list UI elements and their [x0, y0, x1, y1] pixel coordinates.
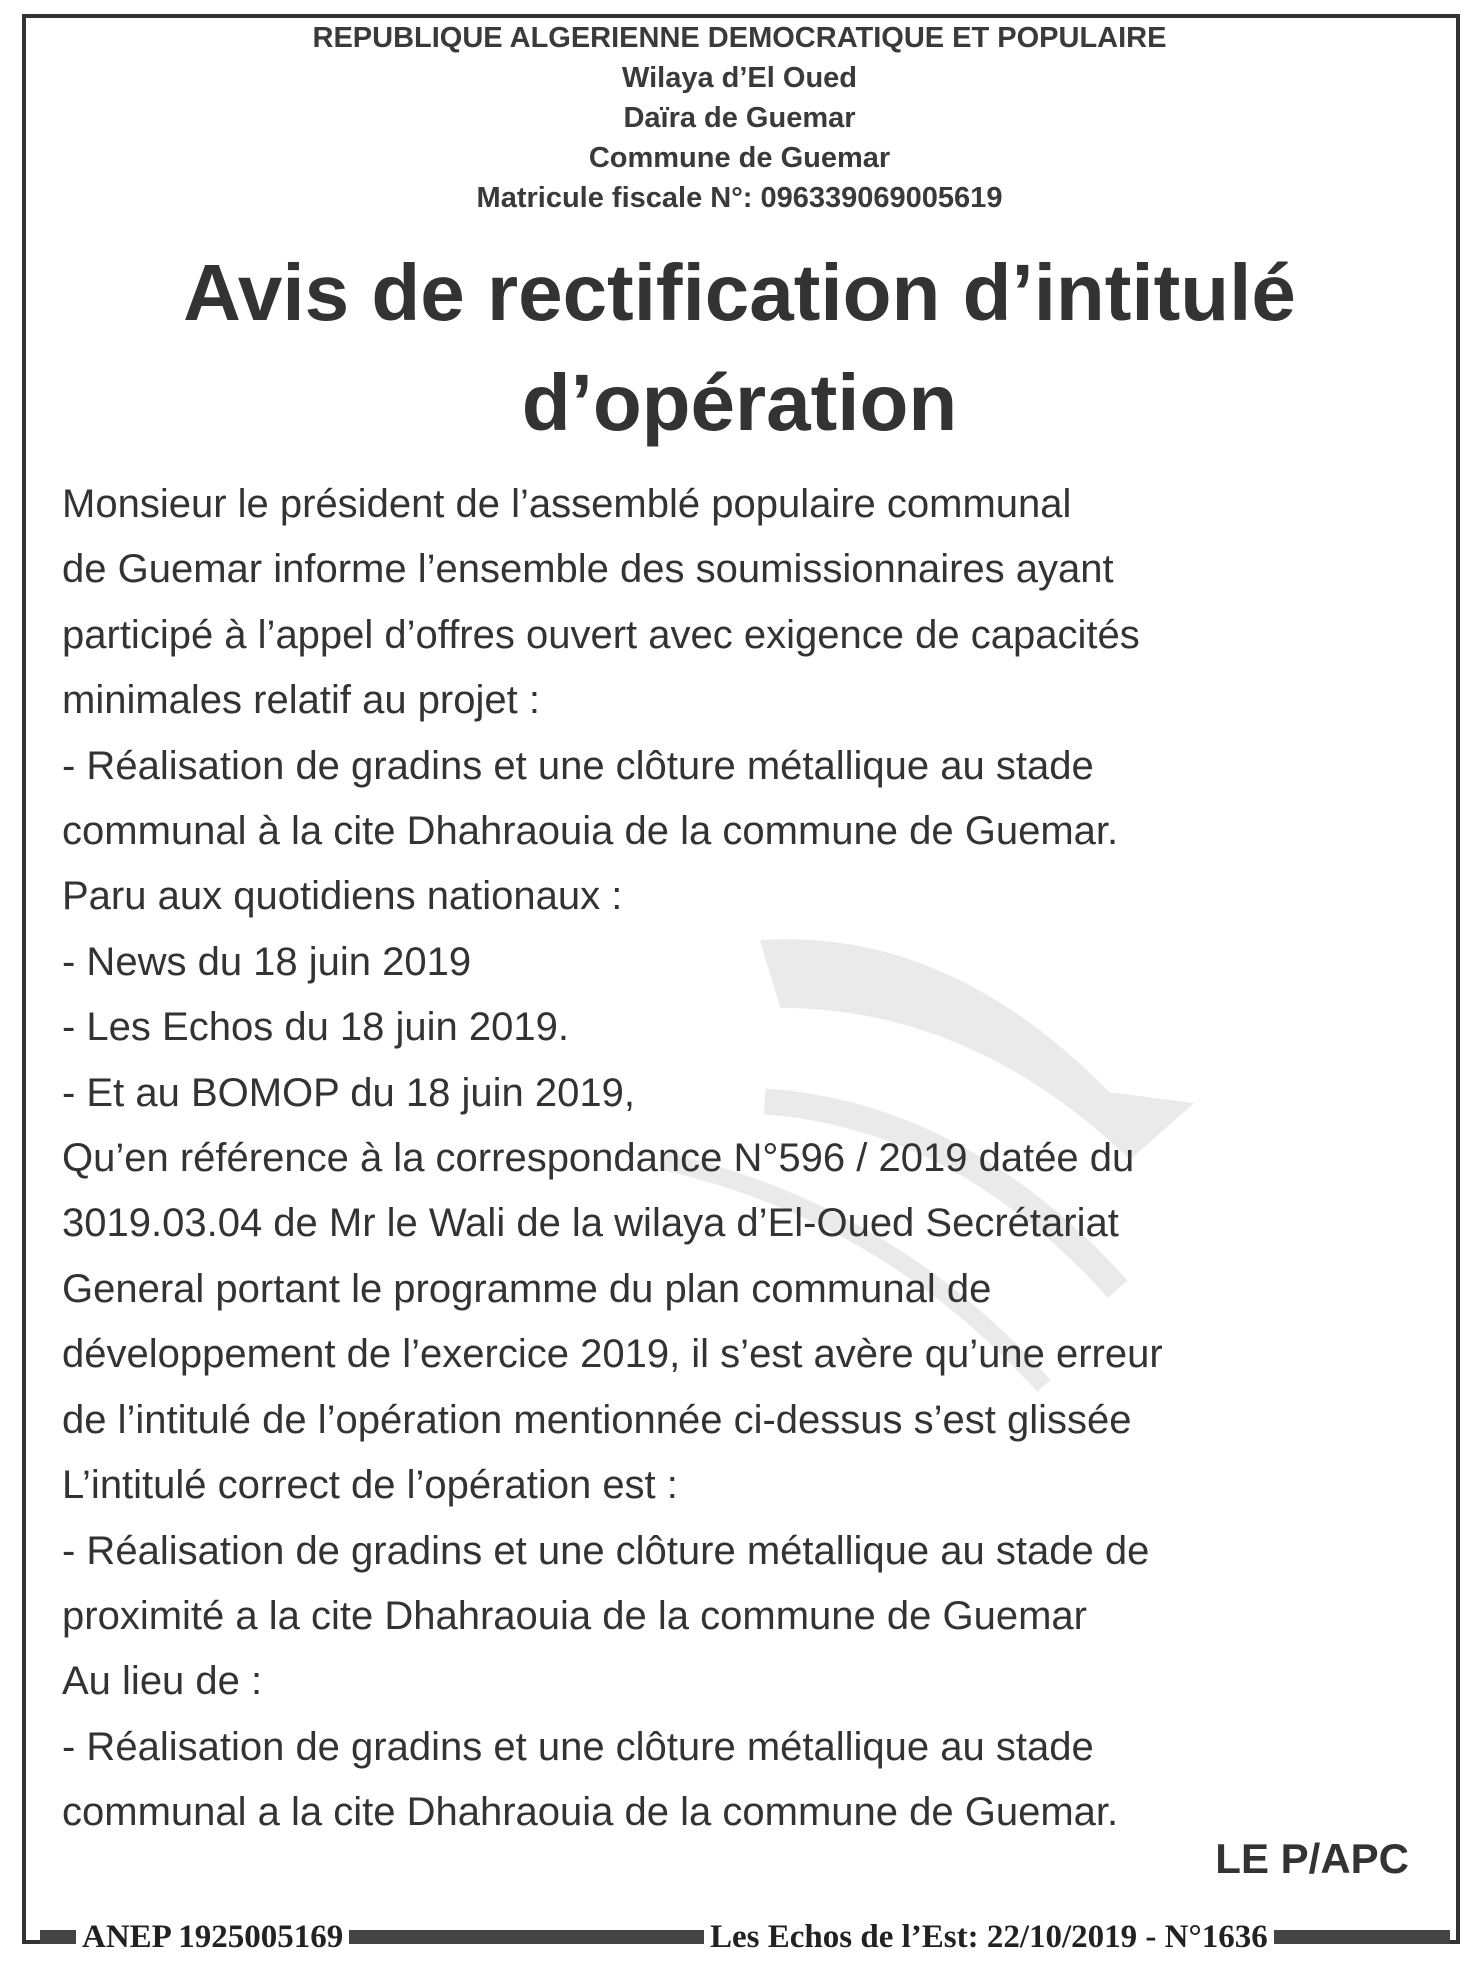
- signature: LE P/APC: [1215, 1835, 1409, 1882]
- header-country: REPUBLIQUE ALGERIENNE DEMOCRATIQUE ET POPULAIRE: [312, 22, 1167, 54]
- header-wilaya: Wilaya d’El Oued: [621, 62, 858, 94]
- footer-source: Les Echos de l’Est: 22/10/2019 - N°1636: [704, 1912, 1274, 1962]
- header-tax-id: Matricule fiscale N°: 096339069005619: [476, 182, 1003, 214]
- notice-body: [62, 472, 1452, 1846]
- body-line: L’intitulé correct de l’opération est :: [62, 1463, 678, 1508]
- body-line: minimales relatif au projet :: [62, 678, 540, 723]
- notice-title: [0, 238, 1479, 458]
- body-line: Monsieur le président de l’assemblé populaire communal: [62, 482, 1072, 526]
- body-line: de Guemar informe l’ensemble des soumissionnaires ayant: [62, 547, 1114, 592]
- body-line: développement de l’exercice 2019, il s’est avère qu’une erreur: [62, 1332, 1163, 1377]
- body-line: proximité a la cite Dhahraouia de la commune de Guemar: [62, 1593, 1087, 1638]
- body-line: de l’intitulé de l’opération mentionnée ci-dessus s’est glissée: [62, 1397, 1132, 1442]
- body-line: - Réalisation de gradins et une clôture métallique au stade de: [62, 1528, 1150, 1573]
- body-line: communal à la cite Dhahraouia de la commune de Guemar.: [62, 809, 1119, 854]
- body-line: - Les Echos du 18 juin 2019.: [62, 1005, 570, 1050]
- body-line: - Réalisation de gradins et une clôture métallique au stade: [62, 743, 1094, 788]
- header: [0, 18, 1479, 218]
- body-line: Paru aux quotidiens nationaux :: [62, 874, 623, 919]
- body-line: participé à l’appel d’offres ouvert avec exigence de capacités: [62, 612, 1140, 657]
- body-line: - Réalisation de gradins et une clôture métallique au stade: [62, 1724, 1094, 1769]
- body-line: Qu’en référence à la correspondance N°596 / 2019 datée du: [62, 1136, 1135, 1181]
- body-line: General portant le programme du plan communal de: [62, 1266, 992, 1311]
- footer-anep: ANEP 1925005169: [76, 1912, 349, 1962]
- body-line: - Et au BOMOP du 18 juin 2019,: [62, 1070, 635, 1115]
- title-line-2: d’opération: [521, 358, 958, 447]
- body-line: communal a la cite Dhahraouia de la commune de Guemar.: [62, 1790, 1119, 1835]
- title-line-1: Avis de rectification d’intitulé: [183, 248, 1296, 337]
- body-line: - News du 18 juin 2019: [62, 939, 472, 984]
- header-commune: Commune de Guemar: [588, 142, 891, 174]
- body-line: 3019.03.04 de Mr le Wali de la wilaya d’El-Oued Secrétariat: [62, 1201, 1119, 1246]
- header-daira: Daïra de Guemar: [623, 102, 856, 134]
- footer: [40, 1912, 1450, 1962]
- body-line: Au lieu de :: [62, 1659, 263, 1704]
